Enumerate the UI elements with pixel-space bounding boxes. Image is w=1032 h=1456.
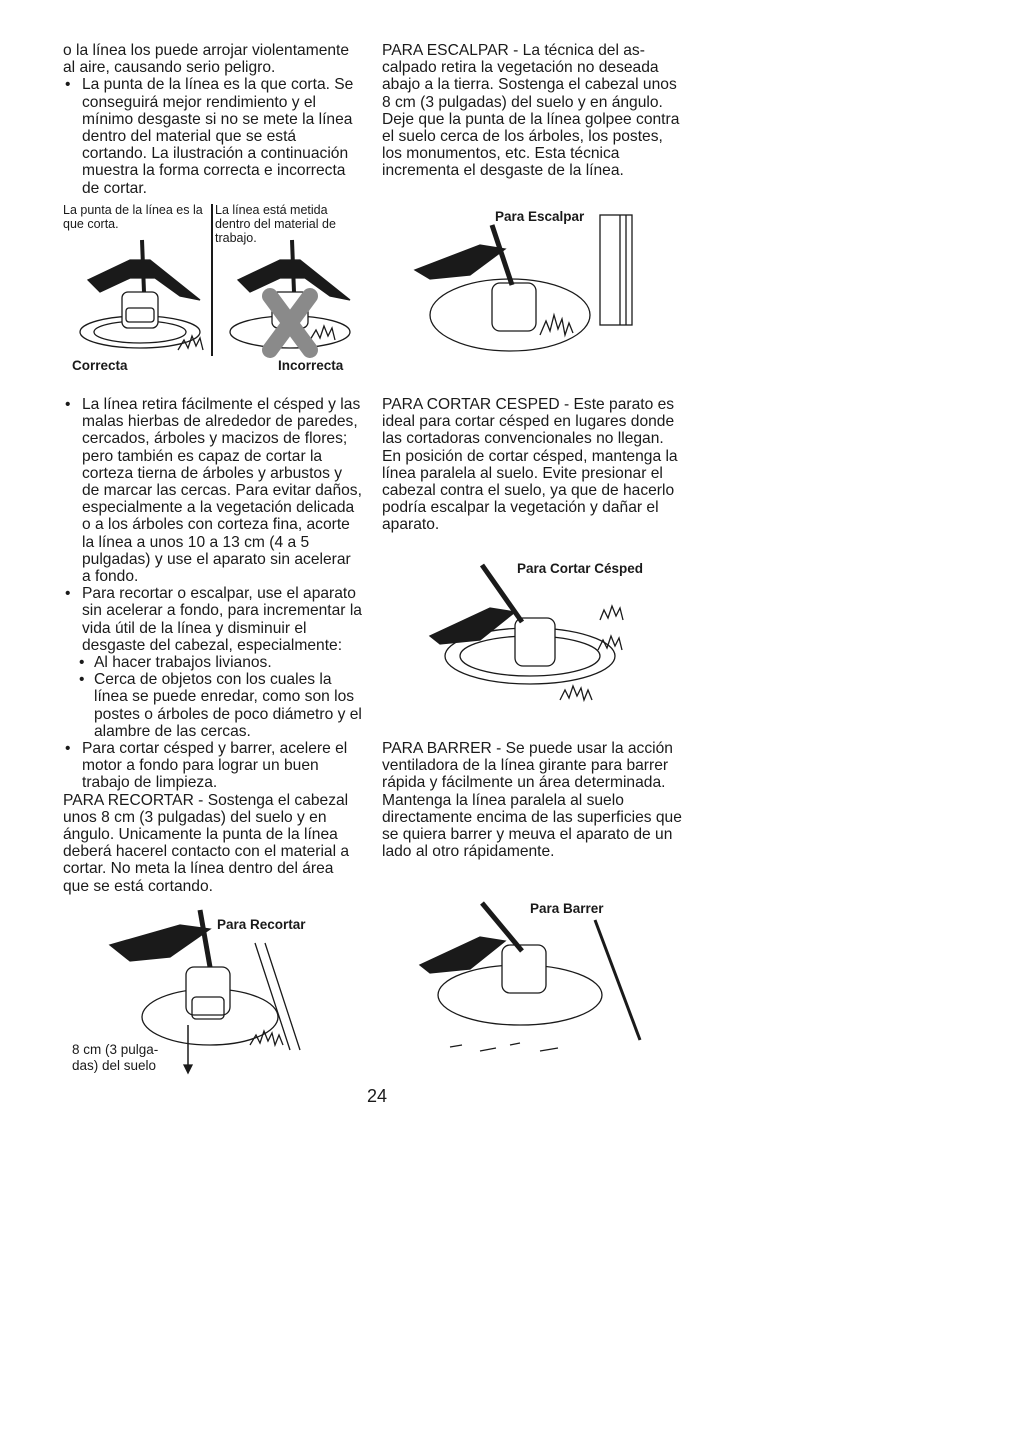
scalp-paragraph: PARA ESCALPAR - La técnica del ascalpado retira la vegetación no deseada abajo a la tierra. Sostenga el cabezal unos 8 cm (3 pulgadas) del suelo y en ángulo. Deje que la punta de la línea golpee contra el suelo cerca de los árboles, los postes, los monumentos, etc. Esta técnica incrementa el desgaste de la línea. bbox=[382, 42, 680, 180]
trim-figure bbox=[60, 905, 360, 1085]
bullet-sweep: • Para cortar césped y barrer, acelere el motor a fondo para lograr un buen trabajo de limpieza. bbox=[63, 740, 363, 792]
mow-paragraph: PARA CORTAR CESPED - Este parato es ideal para cortar césped en lugares donde las cortadoras convencionales no llegan. En posición de cortar césped, mantenga la línea paralela al suelo. Evite presionar el cabezal contra el suelo, ya que de hacerlo podría escalpar la vegetación y dañar el aparato. bbox=[382, 396, 678, 534]
sweep-paragraph: PARA BARRER - Se puede usar la acción ventiladora de la línea girante para barrer rápida y fácilmente un área determinada. Mantenga la línea paralela al suelo directamente encima de las superficies que se quiera barrer y meuva el aparato de un lado al otro rápidamente. bbox=[382, 740, 682, 861]
bullet-line-tip: • La punta de la línea es la que corta. Se conseguirá mejor rendimiento y el mínimo desgaste si no se mete la línea dentro del material que se está cortando. La ilustración a continuación muestra la forma correcta e incorrecta de cortar. bbox=[63, 76, 363, 196]
left-column-lower bbox=[63, 396, 363, 895]
right-column bbox=[382, 42, 682, 180]
page-number: 24 bbox=[367, 1086, 388, 1106]
incorrect-note: La línea está metida dentro del material de trabajo. bbox=[215, 203, 336, 245]
intro-text: o la línea los puede arrojar violentamente al aire, causando serio peligro. bbox=[63, 42, 350, 77]
trim-paragraph: PARA RECORTAR - Sostenga el cabezal unos 8 cm (3 pulgadas) del suelo y en ángulo. Unicamente la punta de la línea deberá hacerel contacto con el material a cortar. No meta la línea dentro del área que se está cortando. bbox=[63, 791, 350, 895]
incorrect-label: Incorrecta bbox=[278, 358, 344, 373]
mow-figure bbox=[410, 560, 700, 720]
sub-bullet-light: • Al hacer trabajos livianos. bbox=[63, 654, 363, 671]
trim-note: 8 cm (3 pulgadas) del suelo bbox=[72, 1042, 159, 1073]
trimmer-head-correct bbox=[80, 240, 203, 350]
scalp-illustration bbox=[400, 205, 700, 385]
trim-label: Para Recortar bbox=[217, 917, 306, 932]
trimmer-illustration bbox=[60, 200, 360, 380]
mow-label: Para Cortar Césped bbox=[517, 561, 644, 576]
bullet-grass: • La línea retira fácilmente el césped y las malas hierbas de alrededor de paredes, cercados, árboles y macizos de flores; pero también es capaz de cortar la corteza tierna de árboles y arbustos y de marcar las cercas. Para evitar daños, especialmente a la vegetación delicada o a los árboles con corteza fina, acorte la línea a unos 10 a 13 cm (4 a 5 pulgadas) y use el aparato sin acelerar a fondo. bbox=[63, 396, 363, 585]
mow-illustration bbox=[410, 560, 700, 720]
sweep-illustration bbox=[410, 895, 700, 1065]
sweep-figure bbox=[410, 895, 700, 1065]
sweep-text-block bbox=[382, 740, 682, 860]
sub-bullet-near: • Cerca de objetos con los cuales la línea se puede enredar, como son los postes o árboles de poco diámetro y el alambre de las cercas. bbox=[63, 671, 363, 740]
correct-incorrect-figure bbox=[60, 200, 360, 380]
correct-note: La punta de la línea es la que corta. bbox=[63, 203, 203, 231]
correct-label: Correcta bbox=[72, 358, 128, 373]
mow-text-block bbox=[382, 396, 682, 534]
bullet-trim: • Para recortar o escalpar, use el aparato sin acelerar a fondo, para incrementar la vida útil de la línea y disminuir el desgaste del cabezal, especialmente: bbox=[63, 585, 363, 654]
scalp-label: Para Escalpar bbox=[495, 209, 585, 224]
sweep-label: Para Barrer bbox=[530, 901, 604, 916]
scalp-figure bbox=[400, 205, 700, 385]
left-column bbox=[63, 42, 363, 197]
